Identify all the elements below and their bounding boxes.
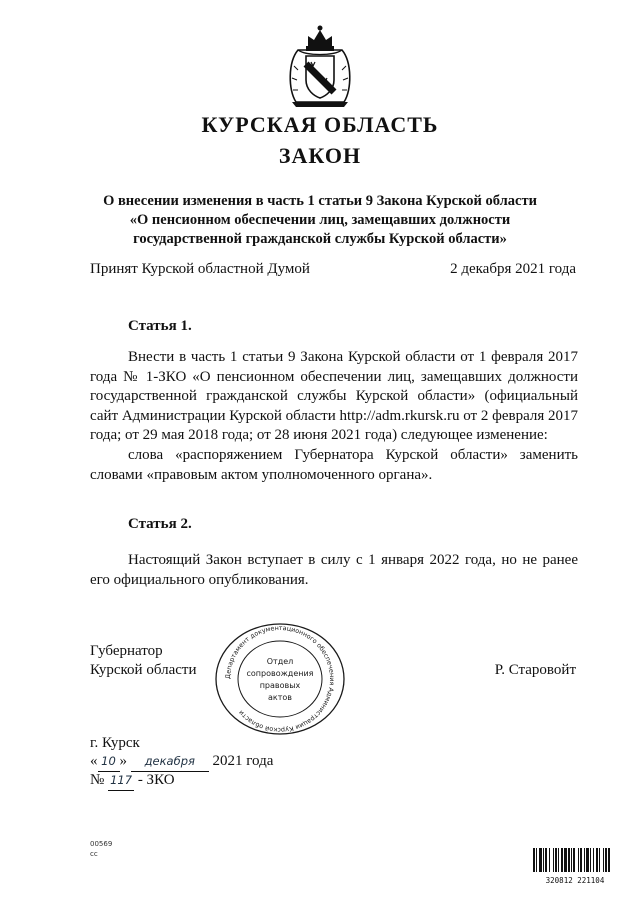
law-number (90, 771, 175, 791)
signatory-title-line: Губернатор (90, 643, 163, 659)
coat-of-arms-emblem (284, 22, 356, 108)
date-year: 2021 года (212, 753, 274, 769)
barcode-bar (555, 848, 557, 872)
article-1-heading: Статья 1. (128, 318, 192, 334)
barcode-bar (564, 848, 567, 872)
signing-date (90, 752, 273, 772)
barcode-bar (593, 848, 594, 872)
date-open-quote: « (90, 753, 98, 769)
city-of-signing: г. Курск (90, 735, 140, 751)
number-suffix: - ЗКО (137, 772, 175, 788)
signatory-name: Р. Старовойт (494, 662, 576, 678)
barcode-bar (561, 848, 563, 872)
signatory-title-line: Курской области (90, 662, 197, 678)
subject-line: государственной гражданской службы Курской области» (133, 231, 507, 247)
barcode-bar (543, 848, 544, 872)
barcode-bar (568, 848, 570, 872)
barcode-bar (603, 848, 604, 872)
date-month: декабря (131, 752, 209, 772)
barcode-number: 320812 221104 (545, 876, 605, 885)
official-stamp (210, 620, 350, 738)
barcode-bar (539, 848, 542, 872)
barcode-bar (571, 848, 572, 872)
document-mark: cc (90, 850, 98, 858)
barcode-bar (586, 848, 589, 872)
article-2-heading: Статья 2. (128, 516, 192, 532)
document-code: 00569 (90, 840, 113, 848)
barcode-bar (599, 848, 600, 872)
number-value: 117 (108, 771, 134, 791)
signatory-title (90, 642, 196, 680)
subject-line: О внесении изменения в часть 1 статьи 9 Закона Курской области (103, 193, 537, 209)
number-prefix: № (90, 772, 105, 788)
barcode-bar (545, 848, 547, 872)
barcode-bar (608, 848, 610, 872)
stamp-line: актов (267, 693, 293, 702)
barcode-bar (573, 848, 575, 872)
barcode-bar (596, 848, 598, 872)
barcode-bar (549, 848, 550, 872)
barcode-bar (558, 848, 559, 872)
article-1-paragraph: слова «распоряжением Губернатора Курской области» заменить словами «правовым актом уполномоченного органа». (90, 446, 578, 483)
article-1-body (90, 348, 578, 485)
stamp-line: сопровождения (246, 669, 314, 678)
date-close-quote: » (119, 753, 127, 769)
region-title: КУРСКАЯ ОБЛАСТЬ (201, 112, 439, 137)
document-type-title: ЗАКОН (278, 143, 362, 168)
stamp-ring-text: Департамент документационного обеспечения Администрации Курской области (223, 623, 337, 735)
adopted-by: Принят Курской областной Думой (90, 261, 310, 277)
stamp-line: правовых (259, 681, 301, 690)
barcode-bar (536, 848, 537, 872)
barcode-bar (578, 848, 579, 872)
subject-line: «О пенсионном обеспечении лиц, замещавших должности (129, 212, 511, 228)
barcode-bars (533, 848, 617, 872)
barcode-bar (553, 848, 554, 872)
barcode-bar (605, 848, 607, 872)
date-day: 10 (98, 752, 120, 772)
article-2-paragraph: Настоящий Закон вступает в силу с 1 января 2022 года, но не ранее его официального опубликования. (90, 552, 578, 588)
article-2-body (90, 551, 578, 590)
barcode-bar (584, 848, 585, 872)
article-1-paragraph: Внести в часть 1 статьи 9 Закона Курской области от 1 февраля 2017 года № 1-ЗКО «О пенсионном обеспечении лиц, замещавших должности государственной гражданской службы Курской области» (официальный сайт Администрации Курской области http://adm.rkursk.ru от 2 февраля 2017 года; от 29 мая 2018 года; от 28 июня 2021 года) следующее изменение: (90, 349, 578, 444)
stamp-line: Отдел (266, 657, 294, 666)
barcode-bar (533, 848, 535, 872)
adoption-date: 2 декабря 2021 года (450, 261, 576, 277)
barcode-bar (590, 848, 591, 872)
law-subject-heading (0, 192, 640, 249)
barcode-bar (580, 848, 582, 872)
barcode (533, 848, 617, 885)
